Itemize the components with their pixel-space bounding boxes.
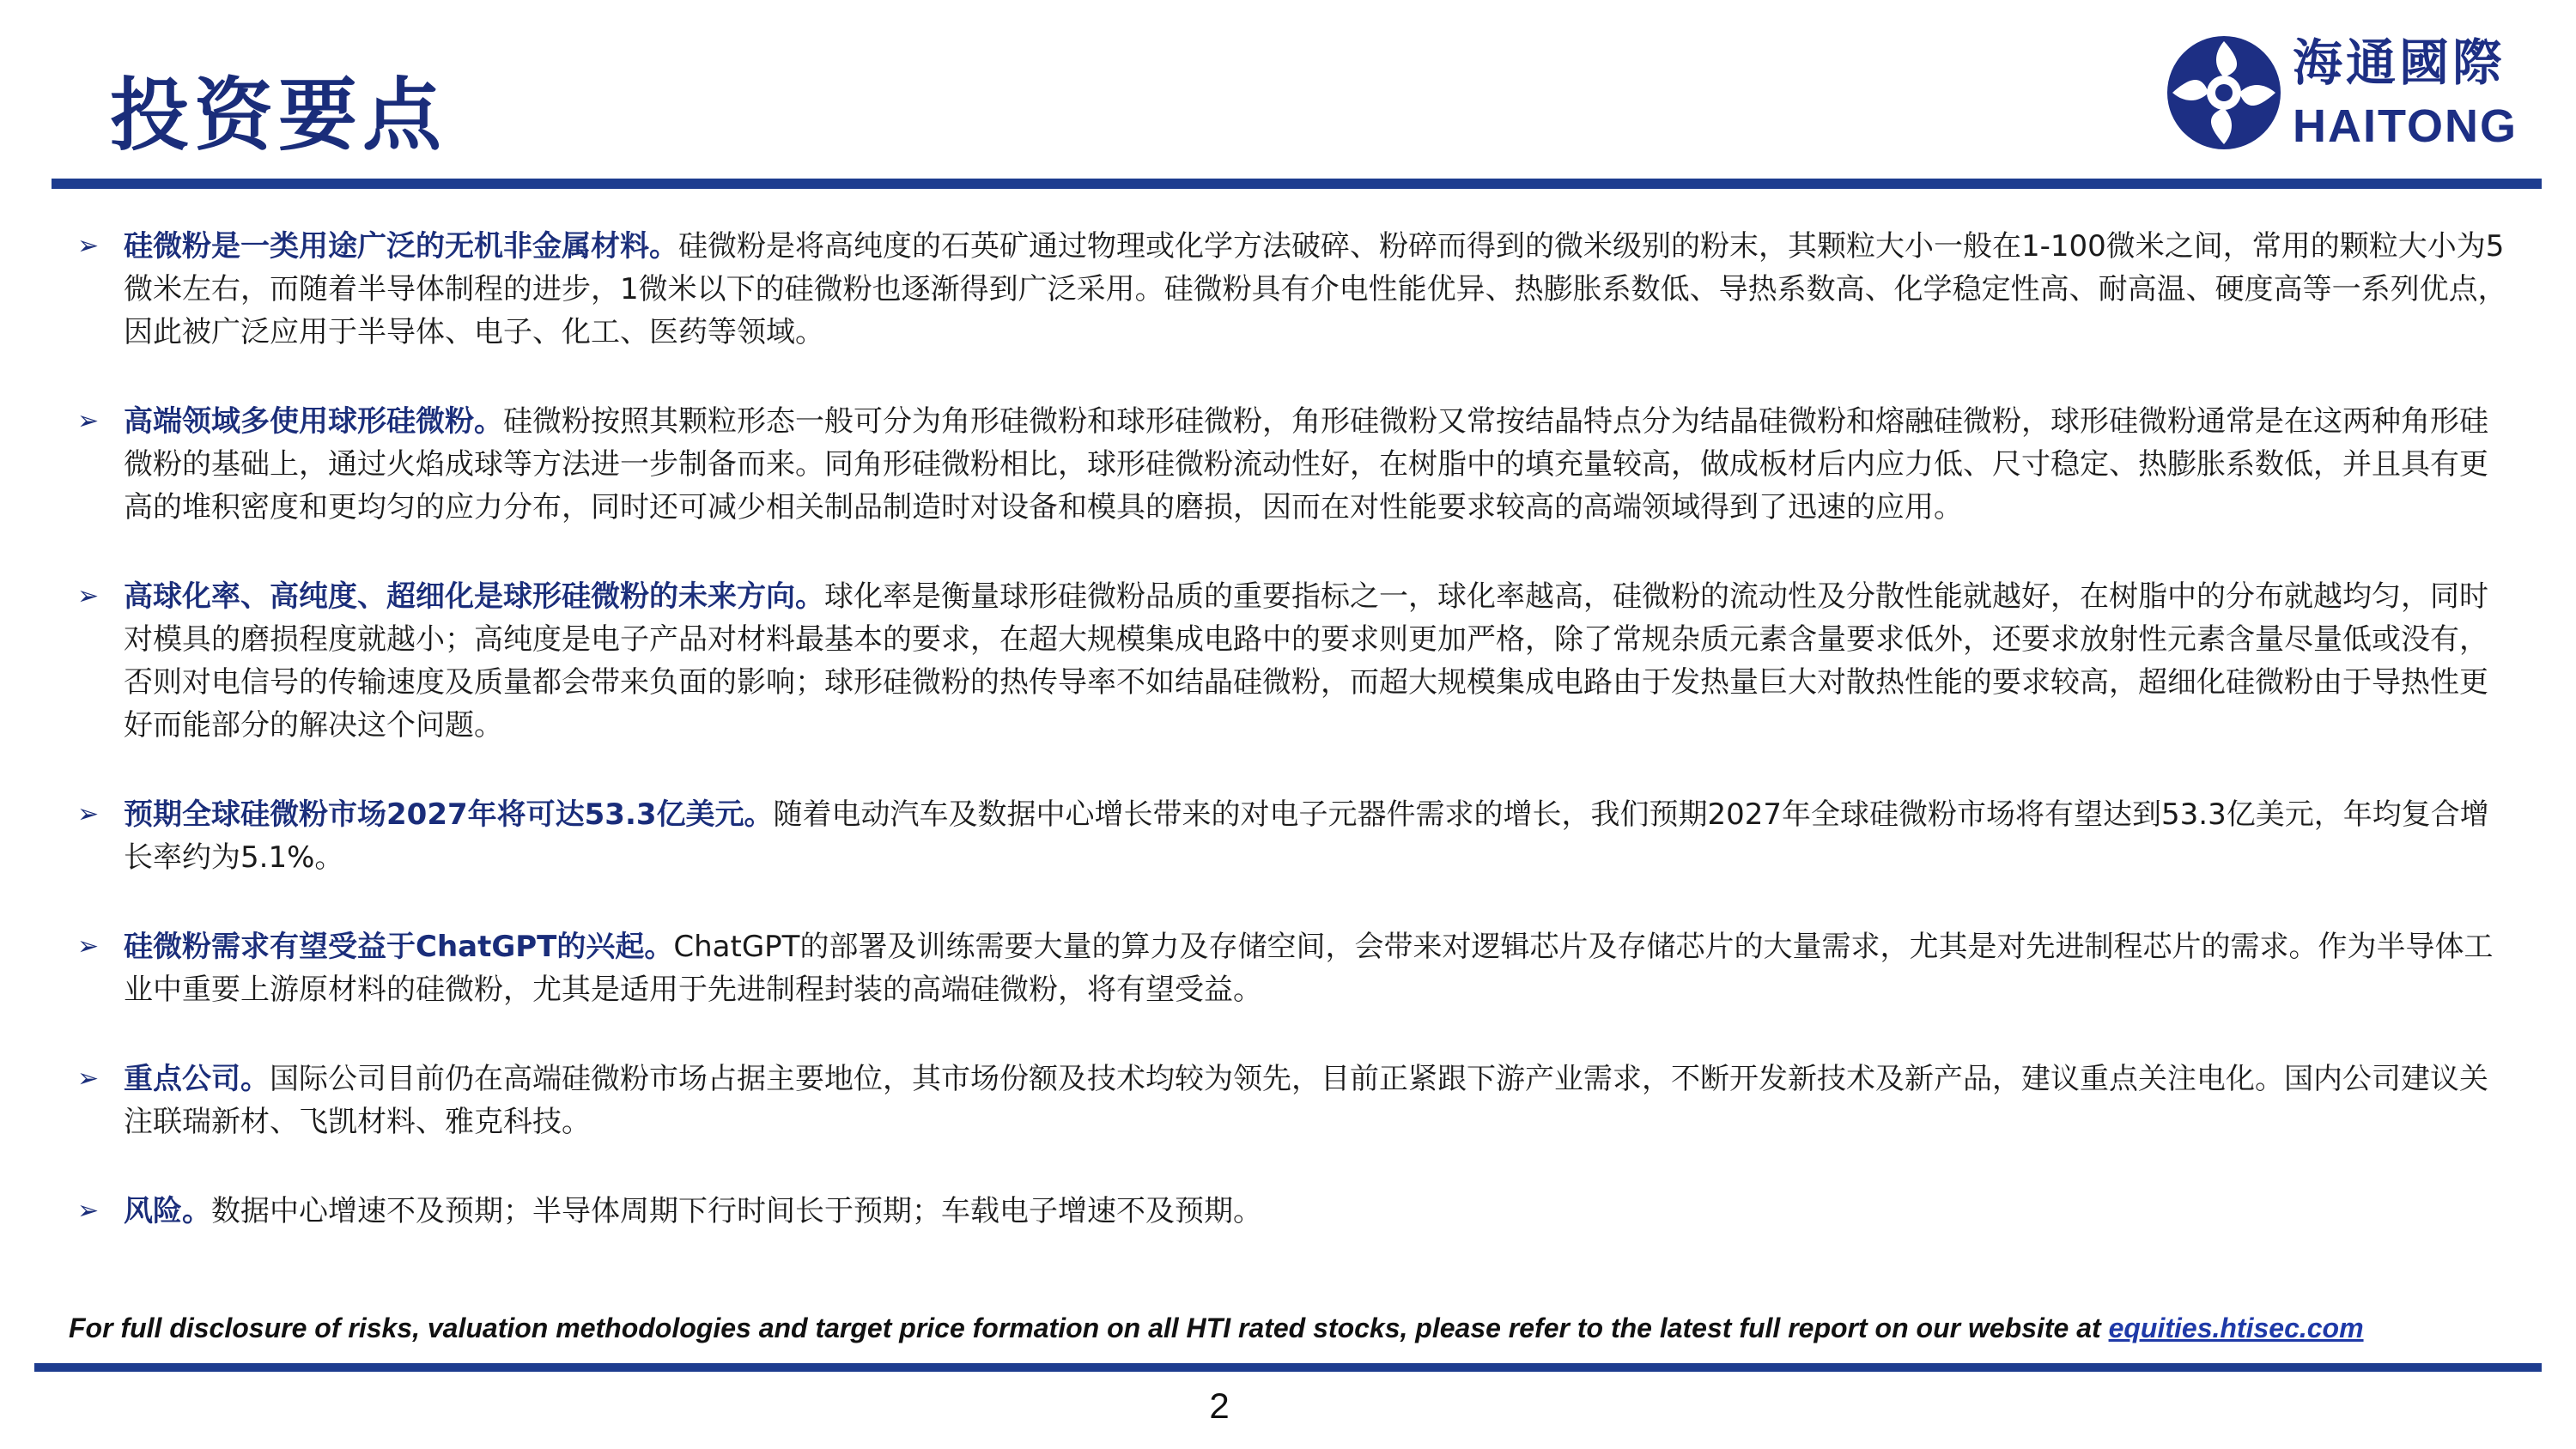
page-number: 2 [1209,1385,1230,1426]
bullet-lead: 预期全球硅微粉市场2027年将可达53.3亿美元。 [124,797,774,832]
bullet-body: 硅微粉是将高纯度的石英矿通过物理或化学方法破碎、粉碎而得到的微米级别的粉末，其颗粒大小一般在1-100微米之间，常用的颗粒大小为5微米左右，而随着半导体制程的进步，1微米以下的硅微粉也逐渐得到广泛采用。硅微粉具有介电性能优异、热膨胀系数低、导热系数高、化学稳定性高、耐高温、硬度高等一系列优点，因此被广泛应用于半导体、电子、化工、医药等领域。 [124,229,2507,349]
bullet-lead: 硅微粉是一类用途广泛的无机非金属材料。 [124,229,678,264]
haitong-logo-mark-icon [2164,33,2284,153]
arrow-bullet-icon: ➢ [77,799,100,829]
list-item [77,400,2516,529]
arrow-bullet-icon: ➢ [77,581,100,611]
disclosure-footnote [69,1312,2364,1344]
bullet-body: 随着电动汽车及数据中心增长带来的对电子元器件需求的增长，我们预期2027年全球硅微粉市场将有望达到53.3亿美元，年均复合增长率约为5.1%。 [124,797,2489,875]
header-divider [52,179,2542,189]
list-item [77,1190,2516,1233]
arrow-bullet-icon: ➢ [77,1064,100,1094]
list-item [77,793,2516,879]
bullet-lead: 高球化率、高纯度、超细化是球形硅微粉的未来方向。 [124,579,824,614]
list-item [77,1058,2516,1143]
bullet-body: 硅微粉按照其颗粒形态一般可分为角形硅微粉和球形硅微粉，角形硅微粉又常按结晶特点分为结晶硅微粉和熔融硅微粉，球形硅微粉通常是在这两种角形硅微粉的基础上，通过火焰成球等方法进一步制备而来。同角形硅微粉相比，球形硅微粉流动性好，在树脂中的填充量较高，做成板材后内应力低、尺寸稳定、热膨胀系数低，并且具有更高的堆积密度和更均匀的应力分布，同时还可减少相关制品制造时对设备和模具的磨损，因而在对性能要求较高的高端领域得到了迅速的应用。 [124,404,2488,524]
list-item [77,575,2516,747]
footer-divider [34,1363,2542,1372]
list-item [77,225,2516,354]
bullet-lead: 重点公司。 [124,1062,270,1096]
logo-chinese-name: 海通國際 [2293,33,2506,92]
bullet-lead: 硅微粉需求有望受益于ChatGPT的兴起。 [124,930,674,964]
disclosure-text: For full disclosure of risks, valuation methodologies and target price formation on all HTI rated stocks, please refer to the latest full report on our website at [69,1313,2109,1343]
logo-english-name: HAITONG [2293,100,2518,152]
bullet-body: 数据中心增速不及预期；半导体周期下行时间长于预期；车载电子增速不及预期。 [211,1194,1262,1228]
page-title: 投资要点 [110,69,447,161]
arrow-bullet-icon: ➢ [77,1196,100,1226]
haitong-logo [2164,26,2542,155]
bullet-lead: 风险。 [124,1194,211,1228]
bullet-body: 球化率是衡量球形硅微粉品质的重要指标之一，球化率越高，硅微粉的流动性及分散性能就越好，在树脂中的分布就越均匀，同时对模具的磨损程度就越小；高纯度是电子产品对材料最基本的要求，在超大规模集成电路中的要求则更加严格，除了常规杂质元素含量要求低外，还要求放射性元素含量尽量低或没有，否则对电信号的传输速度及质量都会带来负面的影响；球形硅微粉的热传导率不如结晶硅微粉，而超大规模集成电路由于发热量巨大对散热性能的要求较高，超细化硅微粉由于导热性更好而能部分的解决这个问题。 [124,579,2488,743]
investment-highlights-list [77,225,2516,1233]
arrow-bullet-icon: ➢ [77,231,100,261]
bullet-body: ChatGPT的部署及训练需要大量的算力及存储空间，会带来对逻辑芯片及存储芯片的大量需求，尤其是对先进制程芯片的需求。作为半导体工业中重要上游原材料的硅微粉，尤其是适用于先进制程封装的高端硅微粉，将有望受益。 [124,930,2494,1007]
list-item [77,925,2516,1011]
arrow-bullet-icon: ➢ [77,406,100,436]
bullet-lead: 高端领域多使用球形硅微粉。 [124,404,503,439]
arrow-bullet-icon: ➢ [77,931,100,961]
bullet-body: 国际公司目前仍在高端硅微粉市场占据主要地位，其市场份额及技术均较为领先，目前正紧跟下游产业需求，不断开发新技术及新产品，建议重点关注电化。国内公司建议关注联瑞新材、飞凯材料、雅克科技。 [124,1062,2488,1139]
website-link[interactable]: equities.htisec.com [2108,1313,2364,1343]
